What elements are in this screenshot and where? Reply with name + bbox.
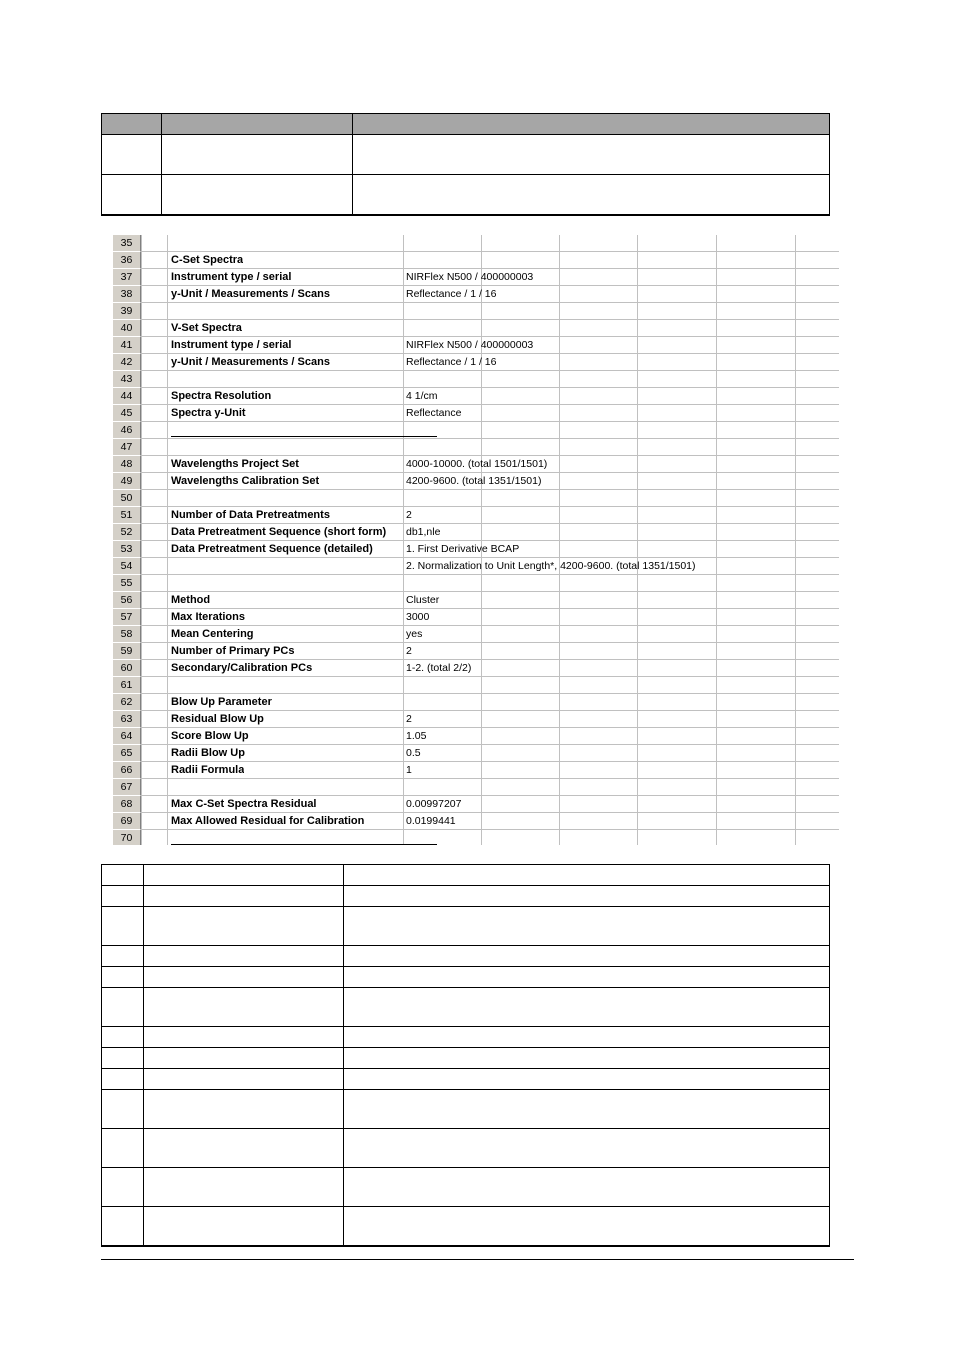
spreadsheet-excerpt: [113, 235, 839, 845]
bottom-table: [101, 864, 830, 1247]
cell-value[interactable]: 2: [406, 509, 412, 521]
table-cell: [344, 1207, 830, 1247]
cell-label[interactable]: y-Unit / Measurements / Scans: [171, 288, 330, 300]
row-header[interactable]: 50: [113, 490, 141, 507]
sheet-row-gridline: [141, 778, 839, 779]
cell-value[interactable]: Cluster: [406, 594, 440, 606]
table-cell: [102, 988, 144, 1027]
table-cell: [344, 907, 830, 946]
table-cell: [144, 988, 344, 1027]
cell-value[interactable]: 0.00997207: [406, 798, 462, 810]
table-cell: [144, 907, 344, 946]
table-cell: [102, 886, 144, 907]
table-row: [102, 907, 830, 946]
table-cell: [102, 1207, 144, 1247]
row-header[interactable]: 40: [113, 320, 141, 337]
row-header[interactable]: 39: [113, 303, 141, 320]
cell-label[interactable]: Radii Formula: [171, 764, 245, 776]
table-cell: [162, 135, 353, 175]
cell-label[interactable]: V-Set Spectra: [171, 322, 242, 334]
row-header[interactable]: 51: [113, 507, 141, 524]
row-header[interactable]: 58: [113, 626, 141, 643]
cell-label[interactable]: Data Pretreatment Sequence (short form): [171, 526, 387, 538]
cell-value[interactable]: 1. First Derivative BCAP: [406, 543, 520, 555]
table-cell: [102, 967, 144, 988]
table-row: [102, 1129, 830, 1168]
table-row: [102, 988, 830, 1027]
table-cell: [102, 175, 162, 216]
cell-value[interactable]: 0.5: [406, 747, 421, 759]
cell-label[interactable]: Number of Primary PCs: [171, 645, 295, 657]
cell-label[interactable]: Max Allowed Residual for Calibration: [171, 815, 365, 827]
table-cell: [144, 1027, 344, 1048]
row-header[interactable]: 41: [113, 337, 141, 354]
table-cell: [344, 946, 830, 967]
row-header[interactable]: 54: [113, 558, 141, 575]
row-header[interactable]: 61: [113, 677, 141, 694]
table-cell: [144, 1168, 344, 1207]
cell-label[interactable]: Instrument type / serial: [171, 271, 292, 283]
cell-value[interactable]: Reflectance: [406, 407, 462, 419]
table-cell: [344, 988, 830, 1027]
top-table-header-cell: [162, 114, 353, 135]
table-cell: [102, 1168, 144, 1207]
table-row: [102, 886, 830, 907]
row-header[interactable]: 45: [113, 405, 141, 422]
table-row: [102, 865, 830, 886]
row-header[interactable]: 38: [113, 286, 141, 303]
row-header[interactable]: 62: [113, 694, 141, 711]
row-header[interactable]: 65: [113, 745, 141, 762]
table-cell: [102, 1069, 144, 1090]
cell-label[interactable]: Secondary/Calibration PCs: [171, 662, 313, 674]
cell-value[interactable]: 4200-9600. (total 1351/1501): [406, 475, 542, 487]
cell-label[interactable]: Data Pretreatment Sequence (detailed): [171, 543, 373, 555]
row-header[interactable]: 66: [113, 762, 141, 779]
top-table: [101, 113, 830, 216]
row-header[interactable]: 44: [113, 388, 141, 405]
cell-label[interactable]: Wavelengths Calibration Set: [171, 475, 320, 487]
table-cell: [102, 946, 144, 967]
row-header[interactable]: 56: [113, 592, 141, 609]
table-cell: [144, 1090, 344, 1129]
table-cell: [102, 135, 162, 175]
top-table-header-row: [102, 114, 830, 135]
cell-value[interactable]: 1.05: [406, 730, 427, 742]
table-cell: [102, 1090, 144, 1129]
cell-value[interactable]: 2: [406, 645, 412, 657]
table-cell: [344, 967, 830, 988]
table-row: [102, 1090, 830, 1129]
table-cell: [344, 865, 830, 886]
table-cell: [353, 135, 830, 175]
cell-label[interactable]: C-Set Spectra: [171, 254, 244, 266]
sheet-row-gridline: [141, 438, 839, 439]
cell-value[interactable]: yes: [406, 628, 423, 640]
cell-value[interactable]: 4 1/cm: [406, 390, 438, 402]
table-row: [102, 1069, 830, 1090]
row-header[interactable]: 55: [113, 575, 141, 592]
row-header[interactable]: 52: [113, 524, 141, 541]
cell-label[interactable]: Method: [171, 594, 211, 606]
top-table-header-cell: [102, 114, 162, 135]
table-cell: [344, 1069, 830, 1090]
cell-value[interactable]: 2: [406, 713, 412, 725]
cell-value[interactable]: db1,nle: [406, 526, 441, 538]
row-header[interactable]: 53: [113, 541, 141, 558]
cell-label[interactable]: Spectra y-Unit: [171, 407, 246, 419]
cell-value[interactable]: NIRFlex N500 / 400000003: [406, 271, 534, 283]
table-cell: [344, 1129, 830, 1168]
table-cell: [144, 967, 344, 988]
cell-value[interactable]: NIRFlex N500 / 400000003: [406, 339, 534, 351]
cell-value[interactable]: 0.0199441: [406, 815, 456, 827]
table-cell: [344, 1090, 830, 1129]
row-header[interactable]: 63: [113, 711, 141, 728]
cell-label[interactable]: Radii Blow Up: [171, 747, 245, 759]
cell-label[interactable]: Max C-Set Spectra Residual: [171, 798, 317, 810]
row-header[interactable]: 36: [113, 252, 141, 269]
sheet-row-gridline: [141, 251, 839, 252]
row-header[interactable]: 60: [113, 660, 141, 677]
table-cell: [102, 1129, 144, 1168]
table-cell: [144, 865, 344, 886]
cell-label[interactable]: Score Blow Up: [171, 730, 249, 742]
table-cell: [102, 1048, 144, 1069]
row-header[interactable]: 70: [113, 830, 141, 845]
table-cell: [144, 1048, 344, 1069]
cell-value[interactable]: 2. Normalization to Unit Length*, 4200-9600. (total 1351/1501): [406, 560, 696, 572]
table-cell: [144, 886, 344, 907]
cell-value[interactable]: 1: [406, 764, 412, 776]
table-cell: [162, 175, 353, 216]
cell-label[interactable]: y-Unit / Measurements / Scans: [171, 356, 330, 368]
sheet-row-gridline: [141, 319, 839, 320]
cell-value[interactable]: Reflectance / 1 / 16: [406, 356, 497, 368]
cell-label[interactable]: Residual Blow Up: [171, 713, 264, 725]
sheet-row-gridline: [141, 591, 839, 592]
table-cell: [102, 907, 144, 946]
row-header[interactable]: 42: [113, 354, 141, 371]
table-cell: [353, 175, 830, 216]
table-cell: [144, 946, 344, 967]
table-row: [102, 175, 830, 216]
cell-value[interactable]: 1-2. (total 2/2): [406, 662, 472, 674]
table-row: [102, 1207, 830, 1247]
row-header[interactable]: 68: [113, 796, 141, 813]
top-table-header-cell: [353, 114, 830, 135]
table-row: [102, 967, 830, 988]
row-header[interactable]: 64: [113, 728, 141, 745]
table-cell: [144, 1069, 344, 1090]
row-header[interactable]: 59: [113, 643, 141, 660]
row-header[interactable]: 47: [113, 439, 141, 456]
row-header[interactable]: 67: [113, 779, 141, 796]
row-header[interactable]: 43: [113, 371, 141, 388]
sheet-row-gridline: [141, 761, 839, 762]
table-cell: [102, 1027, 144, 1048]
table-row: [102, 1027, 830, 1048]
cell-label[interactable]: Wavelengths Project Set: [171, 458, 299, 470]
cell-value[interactable]: 4000-10000. (total 1501/1501): [406, 458, 548, 470]
table-cell: [344, 886, 830, 907]
row-header[interactable]: 46: [113, 422, 141, 439]
row-header[interactable]: 49: [113, 473, 141, 490]
table-cell: [144, 1129, 344, 1168]
table-row: [102, 1168, 830, 1207]
separator-underline: [171, 844, 437, 845]
table-cell: [102, 865, 144, 886]
table-cell: [144, 1207, 344, 1247]
row-header[interactable]: 48: [113, 456, 141, 473]
row-header[interactable]: 57: [113, 609, 141, 626]
cell-value[interactable]: Reflectance / 1 / 16: [406, 288, 497, 300]
row-header[interactable]: 35: [113, 235, 141, 252]
cell-value[interactable]: 3000: [406, 611, 430, 623]
table-cell: [344, 1048, 830, 1069]
sheet-row-gridline: [141, 421, 839, 422]
table-cell: [344, 1027, 830, 1048]
cell-label[interactable]: Instrument type / serial: [171, 339, 292, 351]
separator-underline: [171, 436, 437, 437]
row-header[interactable]: 37: [113, 269, 141, 286]
table-row: [102, 1048, 830, 1069]
footer-rule: [101, 1259, 854, 1260]
cell-label[interactable]: Mean Centering: [171, 628, 254, 640]
cell-label[interactable]: Blow Up Parameter: [171, 696, 272, 708]
sheet-row-gridline: [141, 608, 839, 609]
table-row: [102, 135, 830, 175]
cell-label[interactable]: Spectra Resolution: [171, 390, 272, 402]
table-row: [102, 946, 830, 967]
table-cell: [344, 1168, 830, 1207]
cell-label[interactable]: Max Iterations: [171, 611, 245, 623]
row-header[interactable]: 69: [113, 813, 141, 830]
cell-label[interactable]: Number of Data Pretreatments: [171, 509, 330, 521]
